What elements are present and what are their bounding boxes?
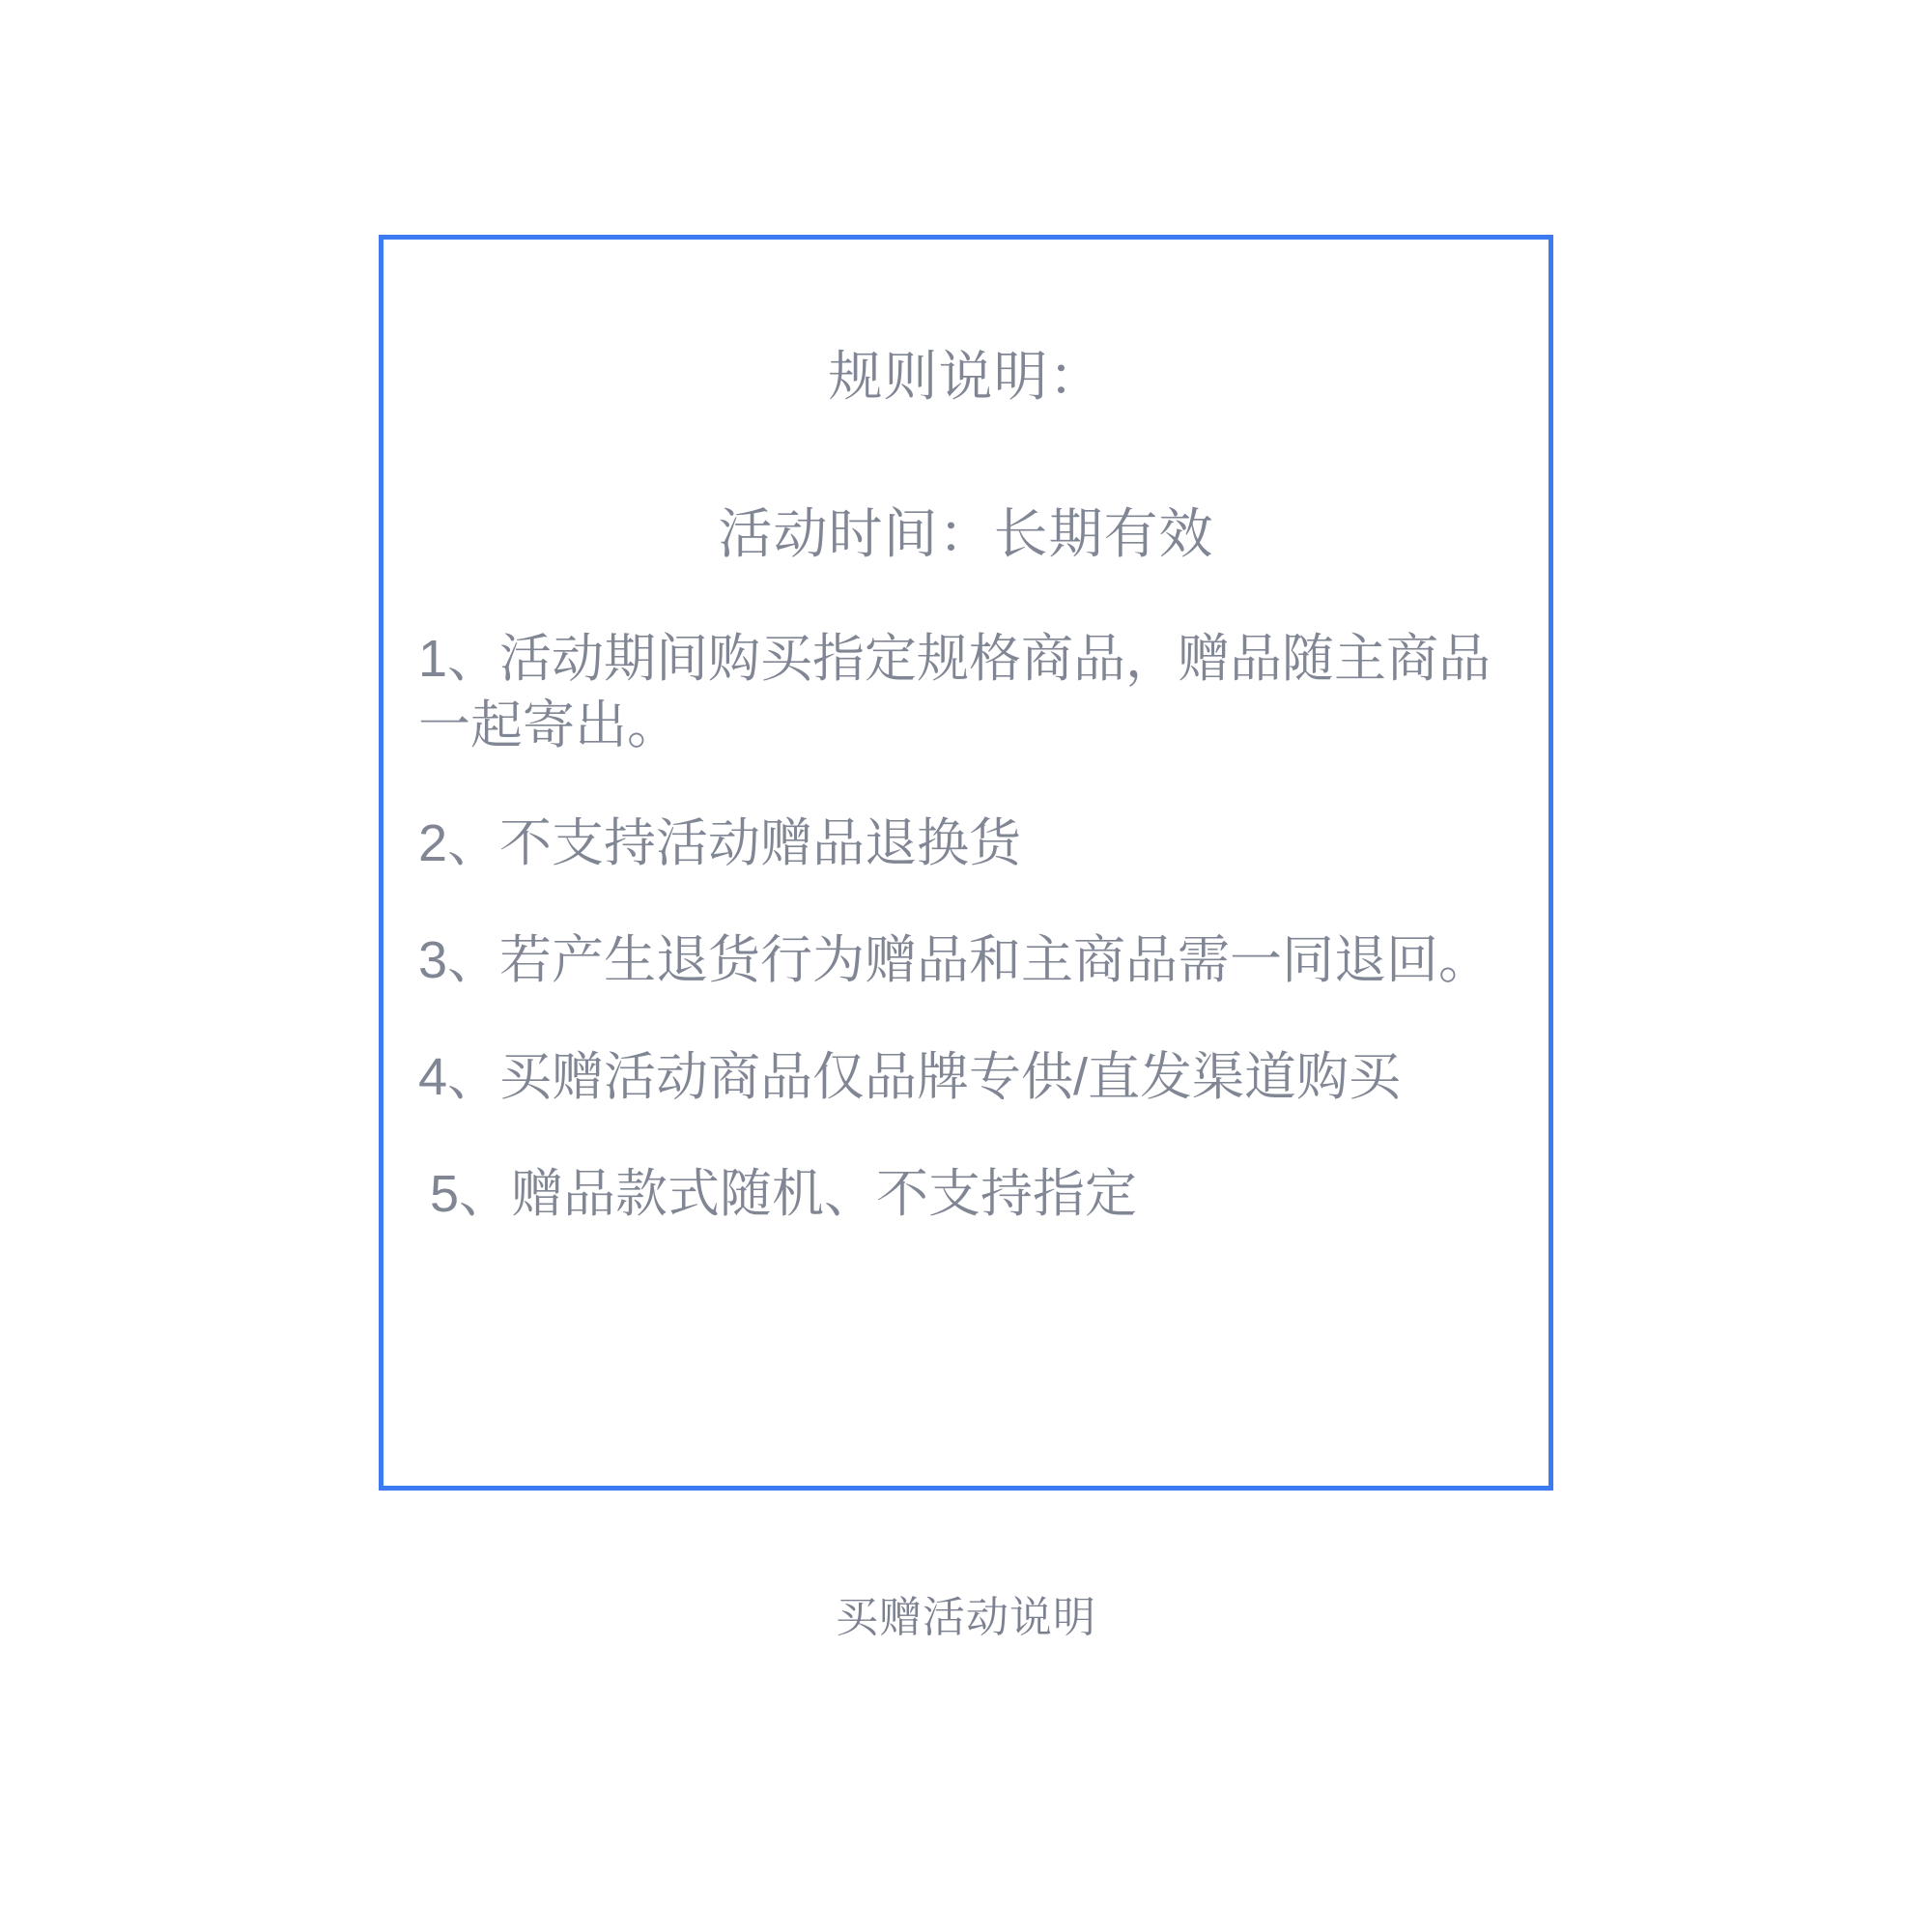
image-caption: 买赠活动说明 (836, 1594, 1096, 1641)
list-item: 3、若产生退货行为赠品和主商品需一同退回。 (418, 930, 1492, 989)
list-item: 1、活动期间购买指定规格商品，赠品随主商品一起寄出。 (418, 630, 1492, 755)
activity-period: 活动时间：长期有效 (718, 503, 1214, 565)
list-item: 4、买赠活动商品仅品牌专供/直发渠道购买 (418, 1047, 1402, 1106)
list-item: 5、赠品款式随机、不支持指定 (430, 1164, 1138, 1223)
list-item: 2、不支持活动赠品退换货 (418, 813, 1022, 872)
rules-list (384, 626, 1548, 1228)
rules-card (379, 235, 1553, 1491)
rules-title: 规则说明： (828, 346, 1104, 407)
